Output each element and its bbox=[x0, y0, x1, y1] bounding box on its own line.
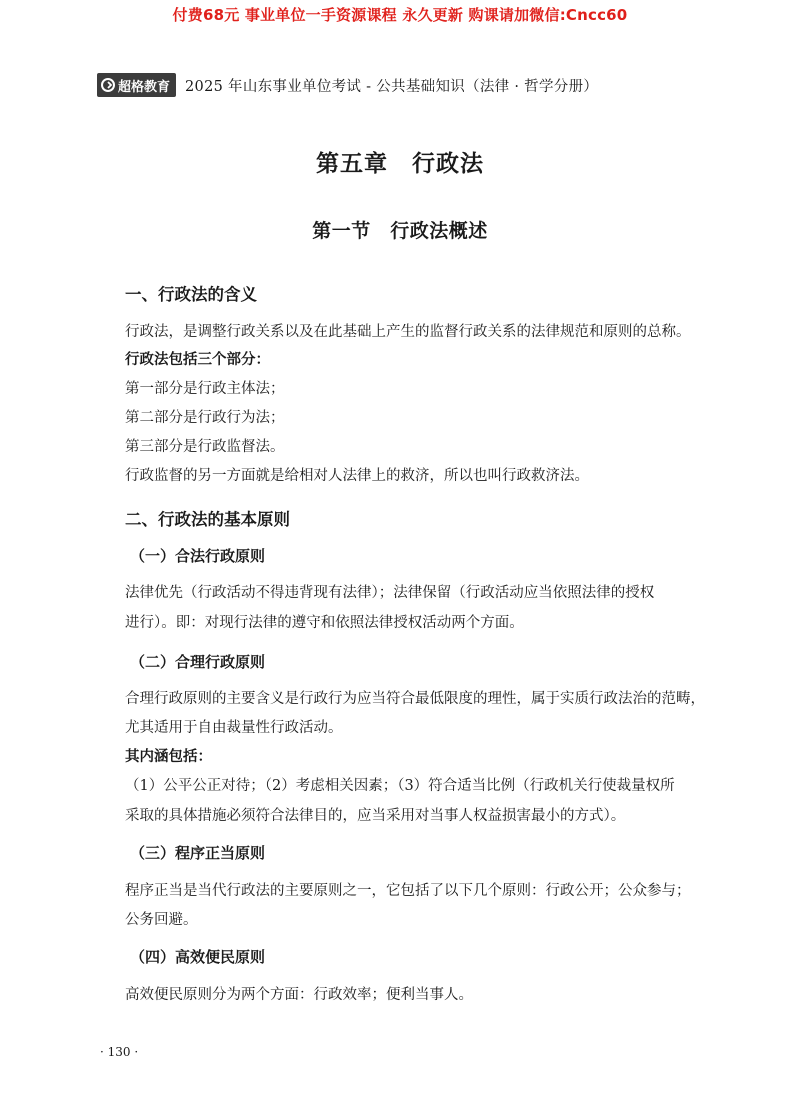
paragraph-due-process-line-2: 公务回避。 bbox=[125, 912, 198, 928]
paragraph-relief: 行政监督的另一方面就是给相对人法律上的救济，所以也叫行政救济法。 bbox=[125, 468, 589, 484]
paragraph-three-parts: 行政法包括三个部分： bbox=[125, 351, 270, 368]
publisher-logo bbox=[97, 73, 176, 97]
paragraph-connotation-label: 其内涵包括： bbox=[125, 748, 212, 765]
paragraph-reasonable-line-2: 尤其适用于自由裁量性行政活动。 bbox=[125, 720, 343, 736]
running-header bbox=[97, 73, 598, 97]
paragraph-part-three: 第三部分是行政监督法。 bbox=[125, 439, 285, 455]
heading-due-process: （三）程序正当原则 bbox=[130, 844, 266, 862]
heading-legal-administration: （一）合法行政原则 bbox=[130, 547, 266, 565]
paragraph-reasonable-line-5: 采取的具体措施必须符合法律目的，应当采用对当事人权益损害最小的方式）。 bbox=[125, 808, 626, 824]
heading-reasonable-administration: （二）合理行政原则 bbox=[130, 653, 266, 671]
section-title: 第一节 行政法概述 bbox=[312, 220, 488, 242]
paragraph-part-one: 第一部分是行政主体法； bbox=[125, 381, 285, 397]
chapter-title: 第五章 行政法 bbox=[316, 150, 484, 177]
heading-efficiency: （四）高效便民原则 bbox=[130, 948, 266, 966]
paragraph-reasonable-line-1: 合理行政原则的主要含义是行政行为应当符合最低限度的理性，属于实质行政法治的范畴， bbox=[125, 691, 705, 707]
paragraph-reasonable-line-4: （1）公平公正对待；（2）考虑相关因素；（3）符合适当比例（行政机关行使裁量权所 bbox=[125, 778, 675, 794]
paragraph-part-two: 第二部分是行政行为法； bbox=[125, 410, 285, 426]
page-number: · 130 · bbox=[100, 1045, 139, 1059]
paragraph-efficiency: 高效便民原则分为两个方面：行政效率；便利当事人。 bbox=[125, 987, 473, 1003]
paragraph-legal-line-2: 进行）。即：对现行法律的遵守和依照法律授权活动两个方面。 bbox=[125, 615, 524, 631]
paragraph-legal-line-1: 法律优先（行政活动不得违背现有法律）；法律保留（行政活动应当依照法律的授权 bbox=[125, 585, 655, 601]
heading-meaning: 一、行政法的含义 bbox=[125, 285, 257, 304]
logo-text: 超格教育 bbox=[118, 79, 171, 95]
paragraph-definition: 行政法，是调整行政关系以及在此基础上产生的监督行政关系的法律规范和原则的总称。 bbox=[125, 324, 691, 340]
heading-principles: 二、行政法的基本原则 bbox=[125, 510, 290, 529]
header-title: 2025 年山东事业单位考试 - 公共基础知识（法律 · 哲学分册） bbox=[185, 78, 599, 95]
watermark-banner: 付费68元 事业单位一手资源课程 永久更新 购课请加微信:Cncc60 bbox=[172, 6, 628, 24]
paragraph-due-process-line-1: 程序正当是当代行政法的主要原则之一，它包括了以下几个原则：行政公开；公众参与； bbox=[125, 883, 691, 899]
logo-icon bbox=[101, 78, 115, 92]
